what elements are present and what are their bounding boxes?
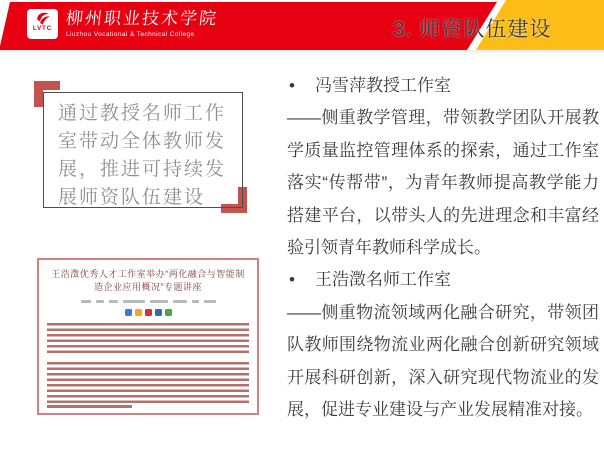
workstudio-item-title [287, 264, 599, 296]
college-logo-text [66, 9, 218, 38]
article-paragraph-2 [47, 362, 249, 405]
college-name-english: Liuzhou Vocational & Technical College [66, 31, 195, 38]
article-paragraph-1 [47, 323, 249, 355]
logo-swoosh-icon [34, 10, 52, 26]
college-name-chinese: 柳州职业技术学院 [64, 9, 220, 29]
bullet-dot: • [289, 76, 295, 95]
bullet-dot: • [289, 270, 295, 290]
workstudio-name: 王浩澂名师工作室 [315, 270, 451, 290]
quote-text: 通过教授名师工作室带动全体教师发展，推进可持续发展师资队伍建设 [58, 103, 227, 208]
college-logo [27, 9, 218, 39]
college-logo-abbr: LVTC [32, 26, 53, 32]
share-icon-red [145, 309, 152, 316]
college-logo-emblem-icon [27, 9, 58, 39]
slide-section-title: 3. 师资队伍建设 [393, 18, 552, 41]
workstudio-list [287, 70, 599, 426]
workstudio-item-title [287, 70, 599, 102]
header-banner [0, 0, 604, 50]
share-icon-green [165, 309, 172, 316]
workstudio-description: ——侧重教学管理，带领教学团队开展教学质量监控管理体系的探索，通过工作室落实“传帮带”，为青年教师提高教学能力搭建平台，以带头人的先进理念和丰富经验引领青年教师科学成长。 [287, 108, 599, 258]
article-thumbnail [37, 258, 259, 415]
share-icon-orange [135, 309, 142, 316]
workstudio-name: 冯雪萍教授工作室 [315, 76, 451, 95]
article-meta-line [47, 300, 249, 304]
article-share-icons [47, 309, 249, 316]
banner-shadow [0, 50, 604, 56]
share-icon-blue [125, 309, 132, 316]
share-icon-teal [155, 309, 162, 316]
article-paragraph-last-line [47, 405, 132, 408]
workstudio-description: ——侧重物流领域两化融合研究，带领团队教师围绕物流业两化融合创新研究领域开展科研创新，深入研究现代物流业的发展，促进专业建设与产业发展精准对接。 [287, 302, 599, 420]
quote-box [43, 92, 243, 208]
article-title: 王浩澂优秀人才工作室举办“两化融合与智能制造企业应用概况”专题讲座 [51, 269, 245, 292]
